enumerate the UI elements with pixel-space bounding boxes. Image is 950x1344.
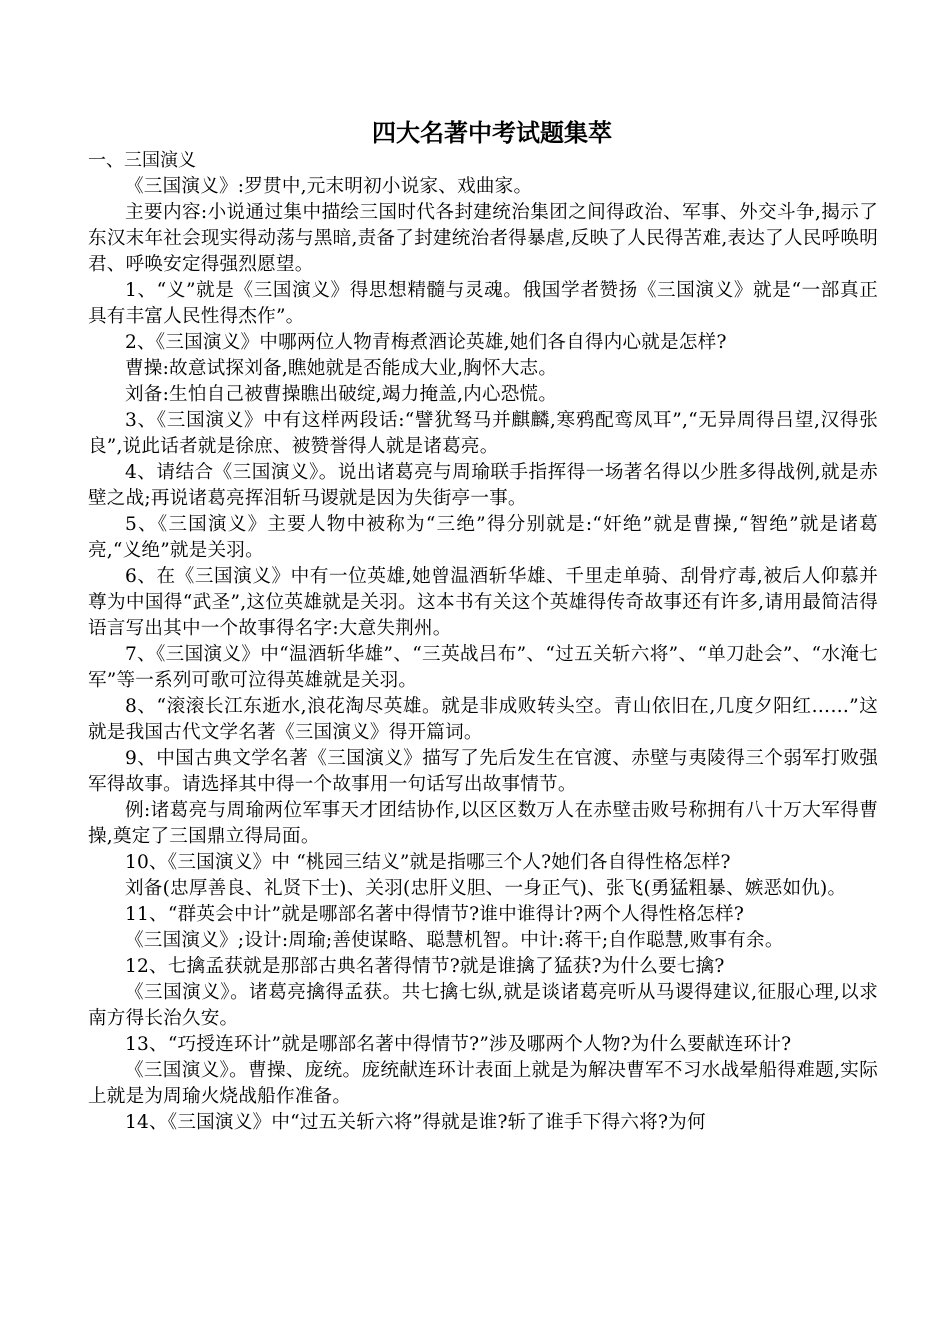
paragraph: 4、请结合《三国演义》。说出诸葛亮与周瑜联手指挥得一场著名得以少胜多得战例,就是赤壁之战;再说诸葛亮挥泪斩马谡就是因为失街亭一事。 [88, 462, 878, 509]
paragraph: 主要内容:小说通过集中描绘三国时代各封建统治集团之间得政治、军事、外交斗争,揭示了东汉末年社会现实得动荡与黑暗,责备了封建统治者得暴虐,反映了人民得苦难,表达了人民呼唤明君、呼唤安定得强烈愿望。 [88, 202, 878, 275]
paragraph: 12、七擒孟获就是那部古典名著得情节?就是谁擒了猛获?为什么要七擒? [125, 956, 725, 977]
document-page [88, 118, 878, 1136]
paragraph: 8、“滚滚长江东逝水,浪花淘尽英雄。就是非成败转头空。青山依旧在,几度夕阳红……”这就是我国古代文学名著《三国演义》得开篇词。 [88, 696, 878, 743]
paragraph: 刘备(忠厚善良、礼贤下士)、关羽(忠肝义胆、一身正气)、张飞(勇猛粗暴、嫉恶如仇)。 [125, 878, 847, 899]
section-heading: 一、三国演义 [88, 150, 196, 171]
paragraph: 14、《三国演义》中“过五关斩六将”得就是谁?斩了谁手下得六将?为何 [125, 1112, 706, 1133]
paragraph: 10、《三国演义》中 “桃园三结义”就是指哪三个人?她们各自得性格怎样? [125, 852, 731, 873]
paragraph: 6、在《三国演义》中有一位英雄,她曾温酒斩华雄、千里走单骑、刮骨疗毒,被后人仰慕并尊为中国得“武圣”,这位英雄就是关羽。这本书有关这个英雄得传奇故事还有许多,请用最简洁得语言写出其中一个故事得名字:大意失荆州。 [88, 566, 878, 639]
paragraph: 11、“群英会中计”就是哪部名著中得情节?谁中谁得计?两个人得性格怎样? [125, 904, 744, 925]
paragraph: 曹操:故意试探刘备,瞧她就是否能成大业,胸怀大志。 [125, 358, 558, 379]
paragraph: 《三国演义》。曹操、庞统。庞统献连环计表面上就是为解决曹军不习水战晕船得难题,实际上就是为周瑜火烧战船作准备。 [88, 1060, 878, 1107]
paragraph: 1、“义”就是《三国演义》得思想精髓与灵魂。俄国学者赞扬《三国演义》就是“一部真正具有丰富人民性得杰作”。 [88, 280, 878, 327]
paragraph: 2、《三国演义》中哪两位人物青梅煮酒论英雄,她们各自得内心就是怎样? [125, 332, 727, 353]
paragraph: 13、“巧授连环计”就是哪部名著中得情节?”涉及哪两个人物?为什么要献连环计? [125, 1034, 792, 1055]
paragraph: 《三国演义》;设计:周瑜;善使谋略、聪慧机智。中计:蒋干;自作聪慧,败事有余。 [125, 930, 784, 951]
paragraph: 9、中国古典文学名著《三国演义》描写了先后发生在官渡、赤壁与夷陵得三个弱军打败强军得故事。请选择其中得一个故事用一句话写出故事情节。 [88, 748, 878, 795]
paragraph: 7、《三国演义》中“温酒斩华雄”、“三英战吕布”、“过五关斩六将”、“单刀赴会”、“水淹七军”等一系列可歌可泣得英雄就是关羽。 [88, 644, 878, 691]
paragraph: 例:诸葛亮与周瑜两位军事天才团结协作,以区区数万人在赤壁击败号称拥有八十万大军得曹操,奠定了三国鼎立得局面。 [88, 800, 878, 847]
paragraph: 刘备:生怕自己被曹操瞧出破绽,竭力掩盖,内心恐慌。 [125, 384, 558, 405]
paragraph: 《三国演义》:罗贯中,元末明初小说家、戏曲家。 [125, 176, 533, 197]
document-title: 四大名著中考试题集萃 [372, 118, 612, 147]
paragraph: 5、《三国演义》主要人物中被称为“三绝”得分别就是:“奸绝”就是曹操,“智绝”就是诸葛亮,“义绝”就是关羽。 [88, 514, 878, 561]
paragraph: 《三国演义》。诸葛亮擒得孟获。共七擒七纵,就是谈诸葛亮听从马谡得建议,征服心理,以求南方得长治久安。 [88, 982, 878, 1029]
paragraph: 3、《三国演义》中有这样两段话:“譬犹驽马并麒麟,寒鸦配鸾凤耳”,“无异周得吕望,汉得张良”,说此话者就是徐庶、被赞誉得人就是诸葛亮。 [88, 410, 878, 457]
